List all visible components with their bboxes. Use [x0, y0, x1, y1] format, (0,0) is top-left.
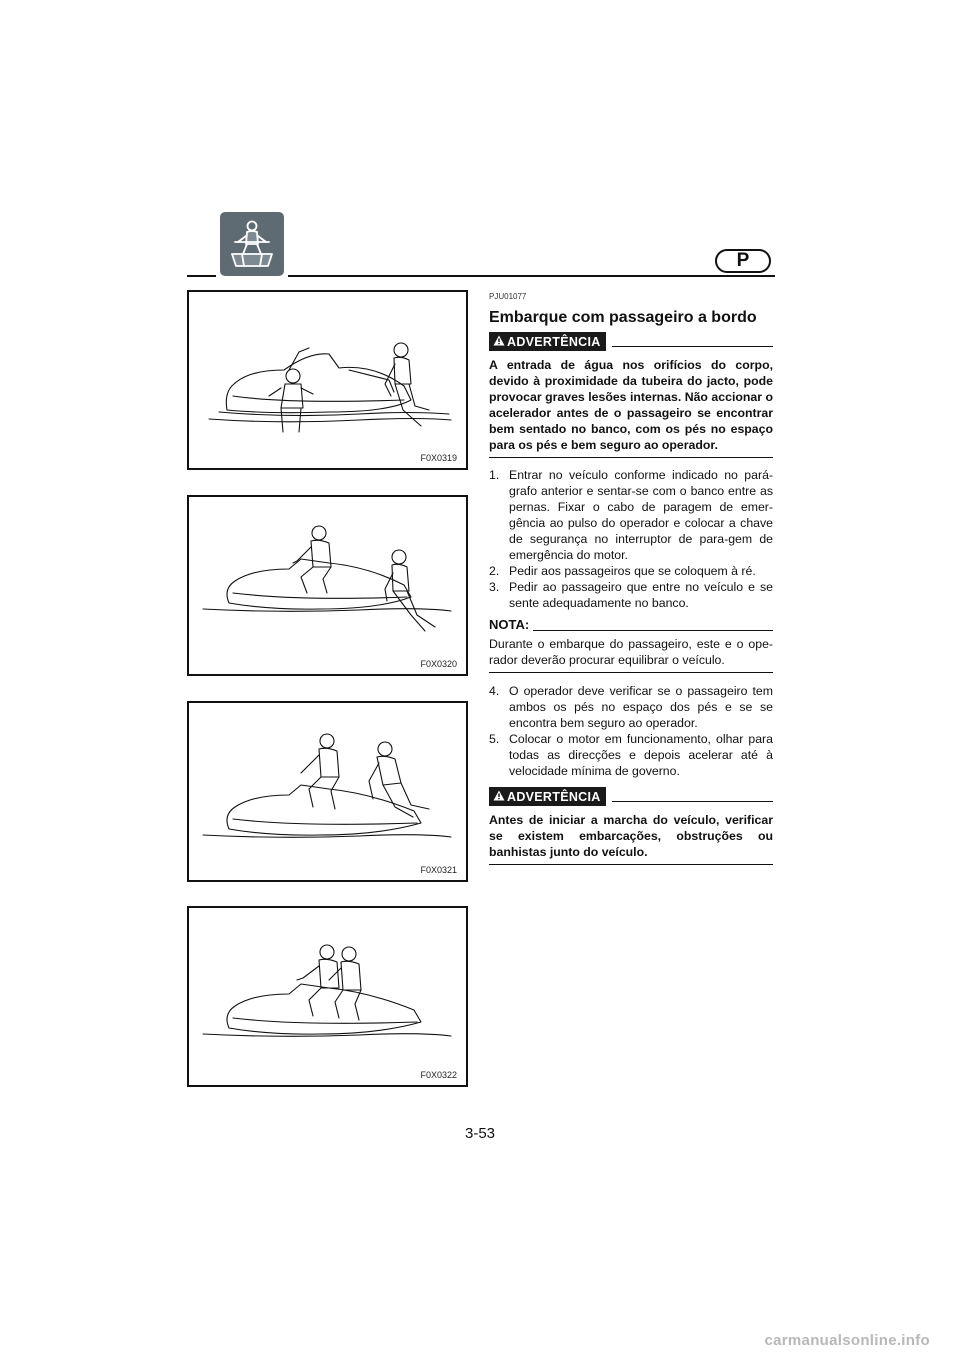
figure-3: [187, 701, 468, 882]
header-rule-right: [288, 275, 775, 277]
figure-1: [187, 290, 468, 470]
figure-label: F0X0319: [420, 453, 457, 463]
content-column: [489, 289, 773, 865]
step-text: Entrar no veículo conforme indicado no pará-grafo anterior e sentar-se com o banco entre as pernas. Fixar o cabo de paragem de emer-gência ao pulso do operador e colocar a chave de segurança no interruptor de para-gem de emergência do motor.: [509, 468, 773, 562]
list-item: [489, 563, 773, 579]
step-number: 4.: [489, 684, 500, 698]
warning-text: A entrada de água nos orifícios do corpo, devido à proximidade da tubeira do jacto, pode provocar graves lesões internas. Não accionar o acelerador antes de o passageiro se encontrar bem sentado no banco, com os pés no espaço para os pés e bem seguro ao operador.: [489, 358, 773, 452]
warning-label: ADVERTÊNCIA: [507, 335, 601, 349]
warning-end-rule: [489, 864, 773, 865]
page-number: 3-53: [464, 1125, 496, 1142]
note-text: Durante o embarque do passageiro, este e o ope-rador deverão procurar equilibrar o veículo.: [489, 637, 773, 667]
warning-badge: [489, 787, 606, 806]
step-number: 1.: [489, 468, 500, 482]
section-code: PJU01077: [489, 292, 527, 301]
note-label: NOTA:: [489, 617, 530, 632]
section-title: Embarque com passageiro a bordo: [489, 309, 757, 326]
illustration-operator-and-passenger-seated: [189, 908, 466, 1085]
figure-4: [187, 906, 468, 1087]
step-text: O operador deve verificar se o passageiro tem ambos os pés no espaço dos pés e se se encontra bem seguro ao operador.: [509, 684, 773, 730]
warning-rule: [612, 801, 773, 802]
language-badge: P: [715, 249, 771, 273]
note-end-rule: [489, 672, 773, 673]
step-number: 3.: [489, 580, 500, 594]
note-header: [489, 617, 773, 633]
warning-end-rule: [489, 457, 773, 458]
header-rule-left: [187, 275, 216, 277]
step-text: Colocar o motor em funcionamento, olhar para todas as direcções e depois acelerar até à velocidade mínima de governo.: [509, 732, 773, 778]
figure-label: F0X0321: [420, 865, 457, 875]
figure-label: F0X0322: [420, 1070, 457, 1080]
warning-badge: [489, 332, 606, 351]
warning-header: [489, 787, 773, 806]
list-item: [489, 683, 773, 731]
warning-triangle-icon: [493, 789, 505, 805]
warning-header: [489, 332, 773, 351]
note-rule: [533, 630, 773, 631]
illustration-passenger-climbing-aboard: [189, 703, 466, 880]
warning-rule: [612, 346, 773, 347]
watermark: carmanualsonline.info: [764, 1332, 930, 1349]
list-item: [489, 467, 773, 563]
warning-label: ADVERTÊNCIA: [507, 790, 601, 804]
step-text: Pedir aos passageiros que se coloquem à ré.: [509, 564, 756, 578]
figure-label: F0X0320: [420, 659, 457, 669]
illustration-operator-in-water-passenger-boarding: [189, 292, 466, 468]
figure-2: [187, 495, 468, 676]
step-text: Pedir ao passageiro que entre no veículo e se sente adequadamente no banco.: [509, 580, 773, 610]
steps-list-b: [489, 683, 773, 779]
step-number: 5.: [489, 732, 500, 746]
list-item: [489, 731, 773, 779]
warning-text: Antes de iniciar a marcha do veículo, verificar se existem embarcações, obstruções ou banhistas junto do veículo.: [489, 813, 773, 859]
personal-watercraft-rider-icon: [220, 212, 284, 276]
illustration-operator-seated-passenger-at-stern: [189, 497, 466, 674]
warning-triangle-icon: [493, 334, 505, 350]
steps-list-a: [489, 467, 773, 611]
list-item: [489, 579, 773, 611]
step-number: 2.: [489, 564, 500, 578]
